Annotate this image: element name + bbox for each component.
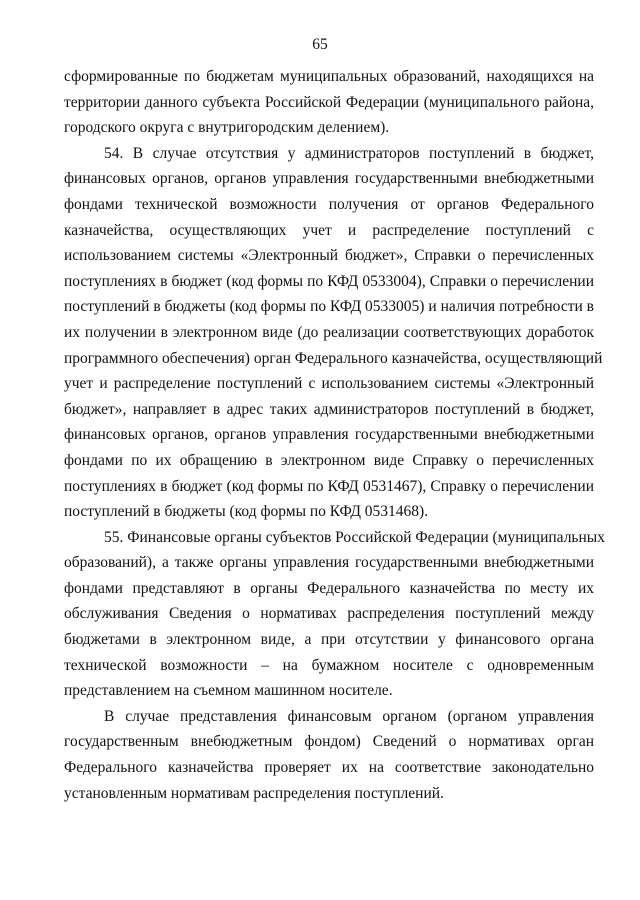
text-line: государственным внебюджетным фондом) Сведений о нормативах орган xyxy=(64,733,594,751)
text-line: казначейства, осуществляющих учет и распределение поступлений с xyxy=(64,221,594,239)
text-line: Федерального казначейства проверяет их на соответствие законодательно xyxy=(64,759,594,777)
text-line: бюджетами в электронном виде, а при отсутствии у финансового органа xyxy=(64,631,594,649)
text-line: сформированные по бюджетам муниципальных образований, находящихся на xyxy=(64,68,594,85)
text-line: поступлений в бюджеты (код формы по КФД 0533005) и наличия потребности в xyxy=(64,298,594,316)
paragraph-item-55 xyxy=(64,525,605,704)
text-line: представлением на съемном машинном носителе. xyxy=(64,682,393,700)
text-line: использованием системы «Электронный бюджет», Справки о перечисленных xyxy=(64,247,594,265)
text-line: городского округа с внутригородским делением). xyxy=(64,119,390,137)
paragraph-continuation xyxy=(64,64,594,141)
text-line: образований), а также органы управления государственными внебюджетными xyxy=(64,554,594,572)
text-line: обслуживания Сведения о нормативах распределения поступлений между xyxy=(64,605,594,623)
text-line: поступлений в бюджеты (код формы по КФД 0531468). xyxy=(64,503,429,521)
text-line: финансовых органов, органов управления государственными внебюджетными xyxy=(64,426,594,444)
text-line: фондами технической возможности получения от органов Федерального xyxy=(64,195,594,213)
paragraph-item-55-continuation xyxy=(64,704,594,806)
text-line: территории данного субъекта Российской Федерации (муниципального района, xyxy=(64,93,594,111)
text-line: программного обеспечения) орган Федерального казначейства, осуществляющий xyxy=(64,349,603,367)
text-line: технической возможности – на бумажном носителе с одновременным xyxy=(64,656,594,674)
text-line: поступлениях в бюджет (код формы по КФД 0533004), Справки о перечислении xyxy=(64,272,594,290)
text-line: бюджет», направляет в адрес таких администраторов поступлений в бюджет, xyxy=(64,400,594,418)
text-line: фондами представляют в органы Федерального казначейства по месту их xyxy=(64,579,594,597)
page-number: 65 xyxy=(312,36,328,53)
text-line: фондами по их обращению в электронном виде Справку о перечисленных xyxy=(64,451,594,469)
paragraph-item-54 xyxy=(64,141,603,525)
text-line: 55. Финансовые органы субъектов Российской Федерации (муниципальных xyxy=(104,528,605,546)
text-line: В случае представления финансовым органом (органом управления xyxy=(104,707,594,725)
text-line: установленным нормативам распределения поступлений. xyxy=(64,784,444,802)
text-line: их получении в электронном виде (до реализации соответствующих доработок xyxy=(64,323,594,341)
document-body xyxy=(64,64,605,806)
text-line: учет и распределение поступлений с использованием системы «Электронный xyxy=(64,375,594,393)
text-line: финансовых органов, органов управления государственными внебюджетными xyxy=(64,170,594,188)
text-line: поступлениях в бюджет (код формы по КФД 0531467), Справку о перечислении xyxy=(64,477,594,495)
text-line: 54. В случае отсутствия у администраторов поступлений в бюджет, xyxy=(104,144,594,162)
